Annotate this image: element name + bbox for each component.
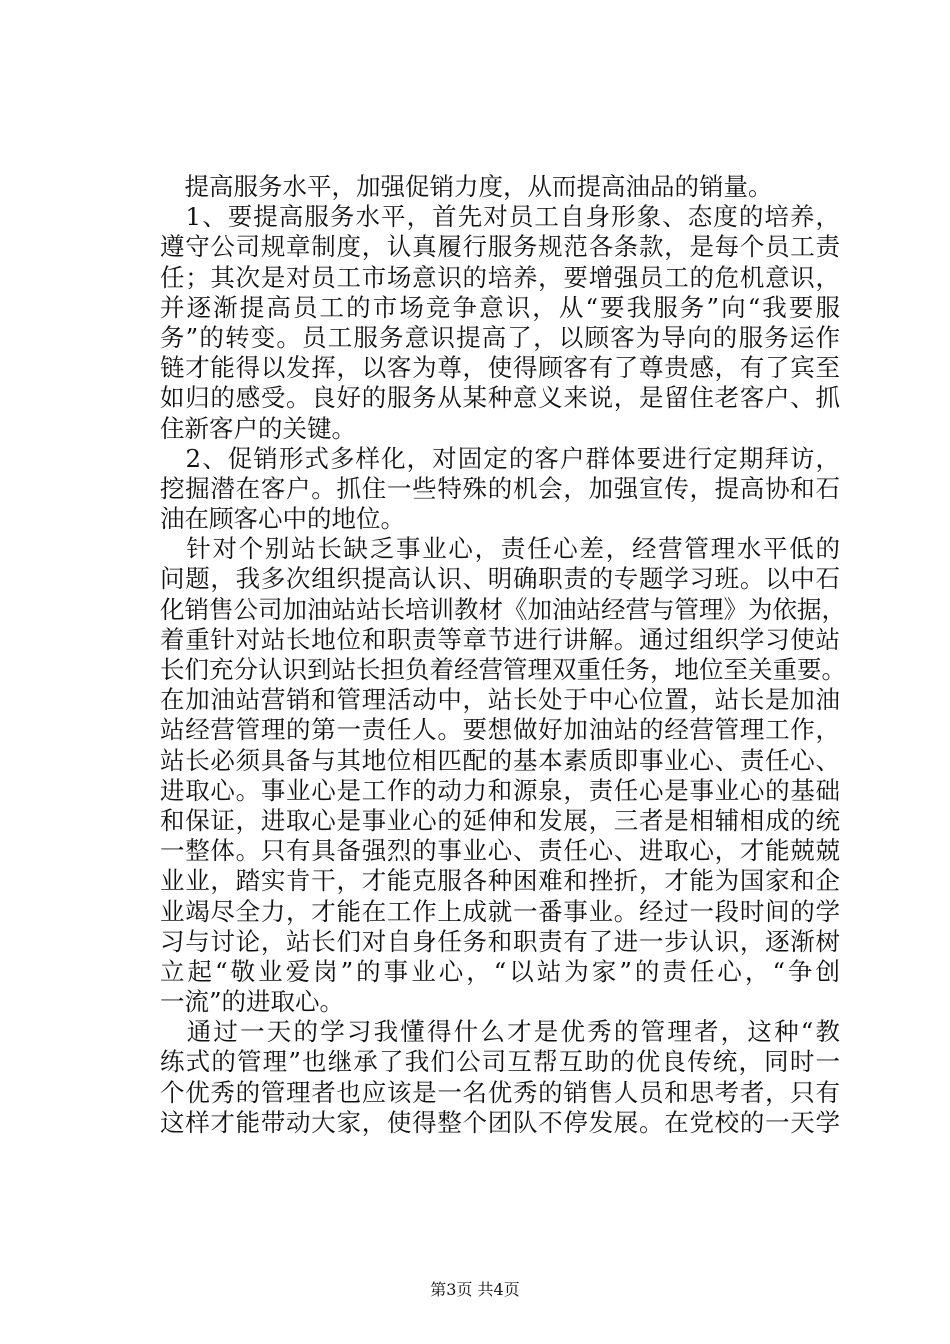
text-line: 油在顾客心中的地位。 <box>160 504 405 534</box>
text-line: 个优秀的管理者也应该是一名优秀的销售人员和思考者，只有 <box>160 1077 840 1107</box>
text-line: 遵守公司规章制度，认真履行服务规范各条款，是每个员工责 <box>160 232 840 262</box>
text-line: 一流”的进取心。 <box>160 987 345 1017</box>
document-body <box>160 172 846 1138</box>
text-line: 站经营管理的第一责任人。要想做好加油站的经营管理工作， <box>160 715 840 745</box>
text-line: 1、要提高服务水平，首先对员工自身形象、态度的培养， <box>160 202 840 232</box>
text-line: 业竭尽全力，才能在工作上成就一番事业。经过一段时间的学 <box>160 896 840 926</box>
text-line: 挖掘潜在客户。抓住一些特殊的机会，加强宣传，提高协和石 <box>160 473 840 503</box>
text-line: 和保证，进取心是事业心的延伸和发展，三者是相辅相成的统 <box>160 805 840 835</box>
text-line: 务”的转变。员工服务意识提高了，以顾客为导向的服务运作 <box>160 322 840 352</box>
text-line: 练式的管理”也继承了我们公司互帮互助的优良传统，同时一 <box>160 1047 840 1077</box>
text-line: 住新客户的关键。 <box>160 413 356 443</box>
text-line: 这样才能带动大家，使得整个团队不停发展。在党校的一天学 <box>160 1107 840 1137</box>
text-line: 提高服务水平，加强促销力度，从而提高油品的销量。 <box>160 172 773 201</box>
text-line: 2、促销形式多样化，对固定的客户群体要进行定期拜访， <box>160 443 840 473</box>
text-line: 任；其次是对员工市场意识的培养，要增强员工的危机意识， <box>160 262 840 292</box>
text-line: 化销售公司加油站站长培训教材《加油站经营与管理》为依据， <box>160 594 846 624</box>
text-line: 针对个别站长缺乏事业心，责任心差，经营管理水平低的 <box>160 534 840 564</box>
text-line: 链才能得以发挥，以客为尊，使得顾客有了尊贵感，有了宾至 <box>160 353 840 383</box>
text-line: 业业，踏实肯干，才能克服各种困难和挫折，才能为国家和企 <box>160 866 840 896</box>
text-line: 在加油站营销和管理活动中，站长处于中心位置，站长是加油 <box>160 685 840 715</box>
text-line: 如归的感受。良好的服务从某种意义来说，是留住老客户、抓 <box>160 383 840 413</box>
text-line: 并逐渐提高员工的市场竞争意识，从“要我服务”向“我要服 <box>160 292 840 322</box>
text-line: 立起“敬业爱岗”的事业心，“以站为家”的责任心，“争创 <box>160 956 840 986</box>
text-line: 习与讨论，站长们对自身任务和职责有了进一步认识，逐渐树 <box>160 926 840 956</box>
text-line: 通过一天的学习我懂得什么才是优秀的管理者，这种“教 <box>160 1017 840 1047</box>
text-line: 一整体。只有具备强烈的事业心、责任心、进取心，才能兢兢 <box>160 836 840 866</box>
text-line: 着重针对站长地位和职责等章节进行讲解。通过组织学习使站 <box>160 624 840 654</box>
page-number-footer: 第3页 共4页 <box>430 1280 520 1299</box>
text-line: 问题，我多次组织提高认识、明确职责的专题学习班。以中石 <box>160 564 840 594</box>
text-line: 长们充分认识到站长担负着经营管理双重任务，地位至关重要。 <box>160 655 846 684</box>
text-line: 站长必须具备与其地位相匹配的基本素质即事业心、责任心、 <box>160 745 840 775</box>
text-line: 进取心。事业心是工作的动力和源泉，责任心是事业心的基础 <box>160 775 840 805</box>
